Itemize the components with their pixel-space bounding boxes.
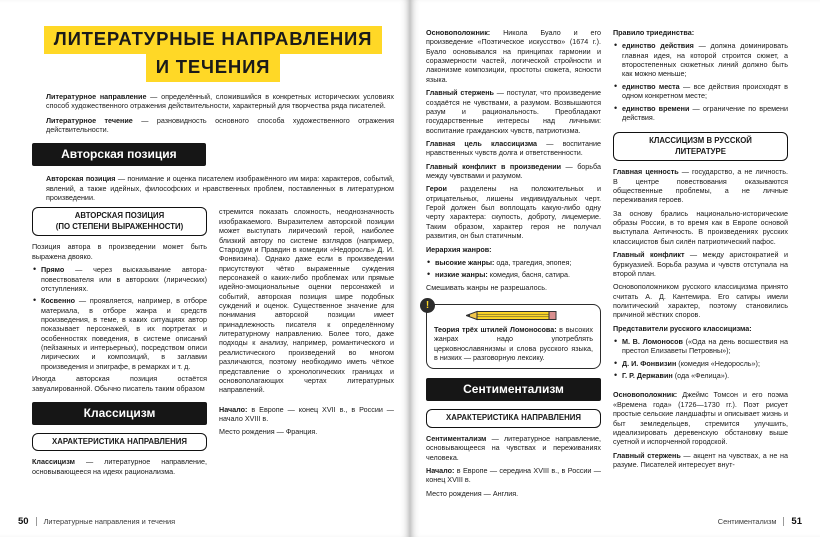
bullet-term: единство действия [622, 41, 694, 51]
page-number: 51 [791, 516, 802, 527]
page-title [32, 26, 394, 82]
paragraph-text: — постулат, что произведение создаётся не чувствами, а разумом. Возвышаются разум и рациональность. Преобладают государственные интересы над личными: воспитание гражданских чувств, патриотизма. [426, 88, 601, 135]
title-line-1: ЛИТЕРАТУРНЫЕ НАПРАВЛЕНИЯ [44, 26, 382, 54]
start-line [426, 466, 601, 485]
paragraph-kantemir [613, 282, 788, 319]
bullet-term: Косвенно [41, 296, 76, 306]
bullet-term: Г. Р. Державин [622, 371, 673, 381]
bullet-text: — проявляется, например, в отборе материала, в отборе жанра и средств произведения, в теме, в каких ситуациях автор показывает персонажей, в их портретах и особенностях поведения, в системе описаний (пейзажных и интерьерных), посредством описи лирических и композиций, в заглавии произведения и эпиграфе, в ремарках и т. д. [41, 296, 207, 371]
left-footer [0, 516, 410, 527]
right-footer [410, 516, 820, 527]
paragraph-text: — борьба между чувствами и разумом. [426, 161, 601, 181]
paragraph-text: — акцент на чувствах, а не на разуме. Писателей интересует внут- [613, 450, 788, 469]
box-title-line-2: (ПО СТЕПЕНИ ВЫРАЖЕННОСТИ) [55, 221, 184, 231]
rules-title [613, 28, 788, 37]
bullet-derzhavin [613, 371, 788, 380]
footer-title: Литературные направления и течения [43, 517, 176, 526]
paragraph-conflict [426, 162, 601, 181]
box-title-line-1: АВТОРСКАЯ ПОЗИЦИЯ [74, 211, 165, 221]
definition-direction [46, 92, 394, 111]
footer-divider [36, 517, 37, 526]
note-term: Теория трёх штилей Ломоносова: [434, 324, 557, 334]
paragraph-term: Главный стержень [613, 450, 681, 460]
definition-text: — литературное направление, основывающееся на идеях рационализма. [32, 457, 207, 476]
section-header-classicism: Классицизм [32, 402, 207, 425]
paragraph-term: Основоположник: [426, 28, 491, 37]
right-page-columns [426, 28, 788, 502]
classicism-definition [32, 457, 207, 476]
footer-divider [783, 517, 784, 526]
birthplace-line: Место рождения — Англия. [426, 488, 519, 498]
pencil-icon [466, 310, 562, 321]
definition-text: — определённый, сложившийся в конкретных исторических условиях способ художественного отражения действительности, характерный для творчества ряда писателей. [46, 91, 394, 111]
paragraph-heroes [426, 184, 601, 240]
definition-current [46, 116, 394, 135]
author-position-definition [46, 174, 394, 202]
bullet-indirect [32, 296, 207, 371]
continuation-text: стремится показать сложность, неоднозначность изображаемого. Выразителем авторской позиции может выступать лирический герой, наиболее близкий автору по системе взглядов (например, Стародум и Правдин в комедии «Недоросль» Д. И. Фонвизина). Однако даже если в произведении присутствуют чётко выраженные суждения персонажей о каких-либо проблемах или прямые идейно-эмоциональные оценки персонажей и событий, авторская позиция шире подобных суждений и оценок. Существенное значение для понимания авторской позиции имеет принадлежность писателя к определённому литературному направлению. Более того, даже подходы к анализу, например, романтического и реалистического произведений во многом различаются, поэтому необходимо иметь чёткое представление о хронологических границах и основополагающих чертах литературных направлений. [219, 207, 394, 395]
representatives-title [613, 324, 788, 333]
note-body: в высоких жанрах надо употреблять церковнославянизмы и слова русского языка, в низких — разговорную лексику. [434, 324, 593, 363]
note-text [434, 325, 593, 362]
section-header-author-position: Авторская позиция [32, 143, 206, 166]
bullet-text: (ода «Фелица»). [672, 371, 730, 381]
characteristic-box-title: ХАРАКТЕРИСТИКА НАПРАВЛЕНИЯ [32, 433, 207, 452]
bullet-text: — должна доминировать главная идея, на которой строится сюжет, а второстепенных сюжетных линий должно быть как можно меньше; [622, 41, 788, 79]
bullet-unity-place [613, 82, 788, 101]
start-term: Начало: [426, 466, 455, 476]
paragraph-text: — воспитание нравственных чувств долга и ответственности. [426, 138, 601, 158]
genres-after: Смешивать жанры не разрешалось. [426, 282, 547, 292]
bullet-term: Д. И. Фонвизин [622, 358, 677, 368]
exclamation-icon: ! [420, 298, 435, 313]
paragraph-term: Главный конфликт [613, 250, 685, 260]
bullet-low-genres [426, 270, 601, 279]
paragraph-term: Главная цель классицизма [426, 138, 538, 148]
paragraph-main-value [613, 167, 788, 204]
paragraph-text: Никола Буало и его произведение «Поэтическое искусство» (1674 г.). Буало основывался на принципах гармонии и соразмерности частей, логической стройности и лаконизме композиции, простоты сюжета, ясности языка. [426, 28, 601, 84]
bullet-term: М. В. Ломоносов [622, 337, 683, 347]
bullet-text: — через высказывание автора-повествователя или в авторских (лирических) отступлениях. [41, 265, 207, 293]
position-intro: Позиция автора в произведении может быть выражена двояко. [32, 242, 207, 261]
bullet-unity-action [613, 41, 788, 78]
bullet-direct [32, 265, 207, 293]
left-page-columns [32, 207, 394, 480]
paragraph-main-conflict [613, 250, 788, 278]
paragraph-founder [426, 28, 601, 84]
start-term: Начало: [219, 404, 248, 414]
definition-text: — разновидность основного способа художественного отражения действительности. [46, 115, 394, 135]
title-line-2: И ТЕЧЕНИЯ [146, 54, 281, 82]
genres-title [426, 245, 601, 254]
bullet-term: Прямо [41, 265, 65, 275]
page-number: 50 [18, 516, 29, 527]
bullet-text: («Ода на день восшествия на престол Елизаветы Петровны»); [622, 337, 789, 356]
characteristic-box-title: ХАРАКТЕРИСТИКА НАПРАВЛЕНИЯ [426, 409, 601, 428]
left-page-col-2 [219, 207, 394, 480]
paragraph-term: Герои [426, 184, 447, 194]
definition-term: Сентиментализм [426, 433, 487, 443]
bullet-term: единство места [622, 81, 680, 91]
note-box [425, 299, 601, 369]
bullet-text: (комедия «Недоросль»); [676, 358, 760, 368]
right-page-col-2 [613, 28, 788, 502]
author-position-box-title [32, 207, 207, 236]
paragraph-text: Основоположником русского классицизма принято считать А. Д. Кантемира. Его сатиры имели политический характер, поэтому становились причиной жёстких споров. [613, 282, 788, 320]
footer-title: Сентиментализм [717, 517, 777, 526]
definition-term: Литературное направление [46, 91, 147, 101]
definition-text: — литературное направление, основывающееся на чувствах и переживаниях человека. [426, 433, 601, 462]
birthplace-line: Место рождения — Франция. [219, 427, 318, 437]
paragraph-term: Главный стержень [426, 88, 494, 98]
bullet-text: — ограничение по времени действия. [622, 103, 788, 122]
paragraph-text: — между аристократией и буржуазией. Борьба разума и чувств отступала на второй план. [613, 250, 788, 278]
paragraph-term: Основоположник: [613, 390, 678, 400]
bullet-lomonosov [613, 337, 788, 356]
bullet-term: низкие жанры: [435, 270, 488, 280]
right-page-col-1 [426, 28, 601, 502]
paragraph-text: — государство, а не личность. В центре повествования оказываются общественные проблемы, а не личные переживания героев. [613, 167, 788, 205]
sentimentalism-definition [426, 434, 601, 462]
paragraph-national-images [613, 209, 788, 246]
bullet-text: — все действия происходят в одном конкретном месте; [622, 81, 788, 101]
definition-term: Литературное течение [46, 115, 133, 125]
bullet-high-genres [426, 258, 601, 267]
paragraph-term: Главный конфликт в произведении [426, 161, 562, 171]
position-note: Иногда авторская позиция остаётся завуалированной. Обычно писатель таким образом [32, 374, 207, 393]
start-text: в Европе — конец XVII в., в России — начало XVIII в. [219, 404, 394, 423]
box-title-line-2: ЛИТЕРАТУРЕ [675, 146, 726, 156]
bullet-text: ода, трагедия, эпопея; [494, 257, 572, 267]
box-title-line-1: КЛАССИЦИЗМ В РУССКОЙ [649, 136, 752, 146]
paragraph-goal [426, 139, 601, 158]
paragraph-text: За основу брались национально-исторические образы России, в то время как в Европе основой выступала Античность. В произведениях русских классицистов был силён патриотический пафос. [613, 208, 788, 246]
russian-classicism-box-title [613, 132, 788, 161]
start-text: в Европе — середина XVIII в., в России — конец XVIII в. [426, 466, 601, 485]
paragraph-sent-core [613, 451, 788, 470]
paragraph-thomson [613, 390, 788, 446]
paragraph-text: разделены на положительных и отрицательных, лишены индивидуальных черт. Герой должен был воплощать какую-либо одну черту характера: скупость, доброту, лицемерие. Таким образом, характер героя не получал развития, он был статичным. [426, 184, 601, 241]
left-page-col-1 [32, 207, 207, 480]
definition-term: Классицизм [32, 457, 75, 467]
bullet-term: единство времени [622, 103, 690, 113]
paragraph-term: Главная ценность [613, 167, 679, 177]
definition-term: Авторская позиция [46, 174, 116, 184]
bullet-term: высокие жанры: [435, 257, 495, 267]
rules-title-text: Правило триединства: [613, 28, 695, 37]
paragraph-text: Джеймс Томсон и его поэма «Времена года» (1726—1730 гг.). Поэт рисует простые сельские ландшафты и описывает жизнь и быт земледельцев, стремится улучшить, идеализировать деревенскую обстановку выше суетной и испорченной городской. [613, 390, 788, 447]
page-51 [410, 0, 820, 537]
representatives-title-text: Представители русского классицизма: [613, 323, 752, 333]
bullet-text: комедия, басня, сатира. [487, 270, 571, 280]
bullet-fonvizin [613, 359, 788, 368]
start-line [219, 405, 394, 424]
genres-title-text: Иерархия жанров: [426, 244, 492, 254]
bullet-unity-time [613, 104, 788, 123]
definition-text: — понимание и оценка писателем изображённого им мира: характеров, событий, явлений, а также идейных, философских и нравственных проблем, поставленных в литературном произведении. [46, 174, 394, 203]
section-header-sentimentalism: Сентиментализм [426, 378, 601, 401]
paragraph-core [426, 88, 601, 135]
